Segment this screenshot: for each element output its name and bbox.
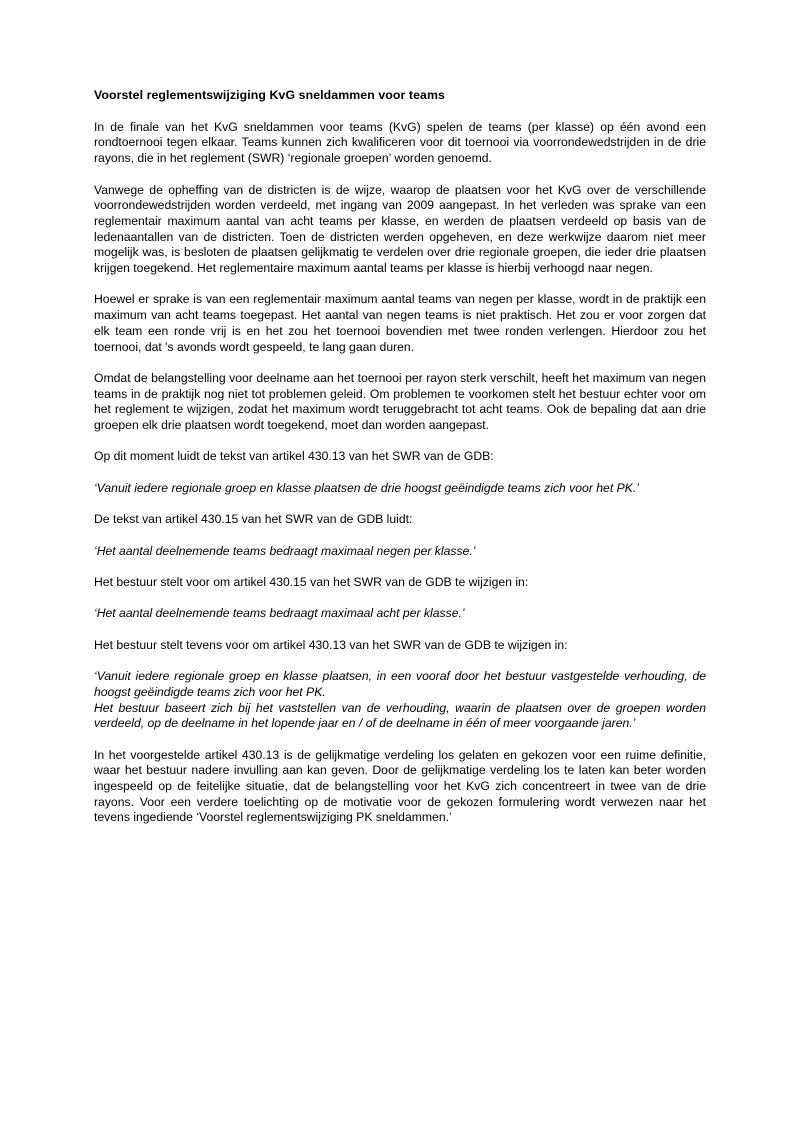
- paragraph-practice-maximum: Hoewel er sprake is van een reglementair maximum aantal teams van negen per klasse, wordt in de praktijk een maximum van acht teams toegepast. Het aantal van negen teams is niet praktisch. Het zou er voor zorgen dat elk team een ronde vrij is en het zou het toernooi bovendien met twee ronden verlengen. Hierdoor zou het toernooi, dat 's avonds wordt gespeeld, te lang gaan duren.: [94, 292, 706, 354]
- quote-proposed-article-430-13-part2: Het bestuur baseert zich bij het vaststellen van de verhouding, waarin de plaatsen over de groepen worden verdeeld, op de deelname in het lopende jaar en / of de deelname in één of meer voorgaande jaren.’: [94, 700, 706, 731]
- document-body: [94, 88, 706, 826]
- paragraph-proposed-article-430-15-intro: Het bestuur stelt voor om artikel 430.15 van het SWR van de GDB te wijzigen in:: [94, 574, 529, 589]
- quote-current-article-430-13: ‘Vanuit iedere regionale groep en klasse plaatsen de drie hoogst geëindigde teams zich voor het PK.’: [94, 480, 639, 495]
- quote-proposed-article-430-13-part1: ‘Vanuit iedere regionale groep en klasse plaatsen, in een vooraf door het bestuur vastgestelde verhouding, de hoogst geëindigde teams zich voor het PK.: [94, 669, 706, 699]
- quote-current-article-430-15: ‘Het aantal deelnemende teams bedraagt maximaal negen per klasse.’: [94, 543, 476, 558]
- paragraph-background-districts: Vanwege de opheffing van de districten is de wijze, waarop de plaatsen voor het KvG over de verschillende voorrondewedstrijden worden verdeeld, met ingang van 2009 aangepast. In het verleden was sprake van een reglementair maximum aantal van acht teams per klasse, en werden de plaatsen verdeeld op basis van de ledenaantallen van de districten. Toen de districten werden opgeheven, en deze werkwijze daarom niet meer mogelijk was, is besloten de plaatsen gelijkmatig te verdelen over drie regionale groepen, die ieder drie plaatsen krijgen toegekend. Het reglementaire maximum aantal teams per klasse is hierbij verhoogd naar negen.: [94, 182, 706, 276]
- paragraph-proposed-article-430-13-intro: Het bestuur stelt tevens voor om artikel 430.13 van het SWR van de GDB te wijzigen in:: [94, 637, 568, 652]
- quote-proposed-article-430-15: ‘Het aantal deelnemende teams bedraagt maximaal acht per klasse.’: [94, 606, 465, 621]
- paragraph-proposal-rationale: Omdat de belangstelling voor deelname aan het toernooi per rayon sterk verschilt, heeft het maximum van negen teams in de praktijk nog niet tot problemen geleid. Om problemen te voorkomen stelt het bestuur echter voor om het reglement te wijzigen, zodat het maximum wordt teruggebracht tot acht teams. Ook de bepaling dat aan drie groepen elk drie plaatsen wordt toegekend, moet dan worden aangepast.: [94, 370, 706, 433]
- paragraph-current-article-430-13-intro: Op dit moment luidt de tekst van artikel 430.13 van het SWR van de GDB:: [94, 449, 494, 464]
- page-title: Voorstel reglementswijziging KvG sneldammen voor teams: [94, 88, 445, 102]
- paragraph-closing-explanation: In het voorgestelde artikel 430.13 is de gelijkmatige verdeling los gelaten en gekozen voor een ruime definitie, waar het bestuur nadere invulling aan kan geven. Door de gelijkmatige verdeling los te laten kan beter worden ingespeeld op de feitelijke situatie, dat de belangstelling voor het KvG zich concentreert in twee van de drie rayons. Voor een verdere toelichting op de motivatie voor de gekozen formulering wordt verwezen naar het tevens ingediende ‘Voorstel reglementswijziging PK sneldammen.’: [94, 747, 706, 825]
- paragraph-intro: In de finale van het KvG sneldammen voor teams (KvG) spelen de teams (per klasse) op één avond een rondtoernooi tegen elkaar. Teams kunnen zich kwalificeren voor dit toernooi via voorrondewedstrijden in de drie rayons, die in het reglement (SWR) ‘regionale groepen’ worden genoemd.: [94, 119, 706, 166]
- paragraph-current-article-430-15-intro: De tekst van artikel 430.15 van het SWR van de GDB luidt:: [94, 512, 413, 527]
